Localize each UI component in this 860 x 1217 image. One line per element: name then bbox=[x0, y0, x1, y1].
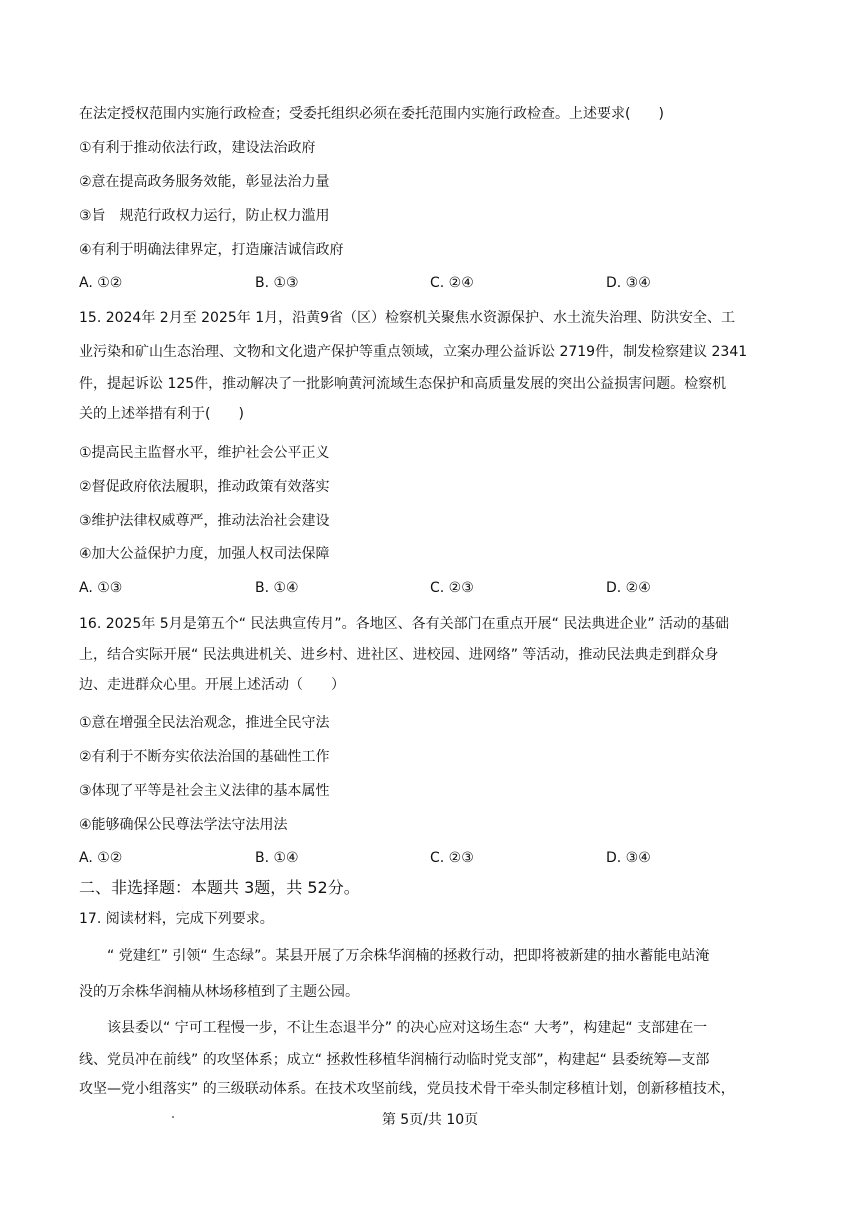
q15-item-1: ①提高民主监督水平，维护社会公平正义 bbox=[79, 445, 330, 461]
q17-stem: 17. 阅读材料，完成下列要求。 bbox=[79, 911, 274, 927]
q14-option-a: A. ①② bbox=[79, 275, 123, 291]
q15-option-c: C. ②③ bbox=[430, 580, 474, 596]
q14-item-2: ②意在提高政务服务效能，彰显法治力量 bbox=[79, 174, 330, 190]
q17-para2-line-2: 线、党员冲在前线” 的攻坚体系；成立“ 拯救性移植华润楠行动临时党支部”，构建起“ 县委统筹—支部 bbox=[79, 1052, 710, 1068]
q15-stem-line-1: 15. 2024年 2月至 2025年 1月，沿黄9省（区）检察机关聚焦水资源保护、水土流失治理、防洪安全、工 bbox=[79, 310, 736, 326]
q14-options bbox=[79, 273, 779, 293]
q16-item-2: ②有利于不断夯实依法治国的基础性工作 bbox=[79, 749, 330, 765]
q17-para2-line-3: 攻坚—党小组落实” 的三级联动体系。在技术攻坚前线，党员技术骨干牵头制定移植计划，创新移植技术， bbox=[79, 1081, 735, 1097]
q16-stem-line-3: 边、走进群众心里。开展上述活动（ ） bbox=[79, 677, 345, 693]
q14-stem-tail: 在法定授权范围内实施行政检查；受委托组织必须在委托范围内实施行政检查。上述要求( ) bbox=[79, 106, 664, 122]
q15-item-3: ③维护法律权威尊严，推动法治社会建设 bbox=[79, 513, 330, 529]
q16-stem-line-2: 上，结合实际开展“ 民法典进机关、进乡村、进社区、进校园、进网络” 等活动，推动民法典走到群众身 bbox=[79, 647, 719, 663]
q14-item-1: ①有利于推动依法行政，建设法治政府 bbox=[79, 140, 316, 156]
q14-option-b: B. ①③ bbox=[255, 275, 299, 291]
q15-stem-line-4: 关的上述举措有利于( ) bbox=[79, 406, 244, 422]
q14-option-c: C. ②④ bbox=[430, 275, 474, 291]
q16-option-a: A. ①② bbox=[79, 850, 123, 866]
q16-option-c: C. ②③ bbox=[430, 850, 474, 866]
page-footer: 第 5页/共 10页 bbox=[381, 1112, 479, 1128]
q16-item-1: ①意在增强全民法治观念，推进全民守法 bbox=[79, 715, 330, 731]
q15-options bbox=[79, 578, 779, 598]
q14-option-d: D. ③④ bbox=[606, 275, 651, 291]
q16-item-3: ③体现了平等是社会主义法律的基本属性 bbox=[79, 783, 330, 799]
q15-stem-line-3: 件，提起诉讼 125件，推动解决了一批影响黄河流域生态保护和高质量发展的突出公益损害问题。检察机 bbox=[79, 376, 727, 392]
q15-option-a: A. ①③ bbox=[79, 580, 123, 596]
q15-item-4: ④加大公益保护力度，加强人权司法保障 bbox=[79, 546, 330, 562]
q16-stem-line-1: 16. 2025年 5月是第五个“ 民法典宣传月”。各地区、各有关部门在重点开展“ 民法典进企业” 活动的基础 bbox=[79, 616, 730, 632]
q16-item-4: ④能够确保公民尊法学法守法用法 bbox=[79, 817, 288, 833]
section-heading: 二、非选择题：本题共 3题，共 52分。 bbox=[79, 878, 360, 897]
q17-para2-line-1: 该县委以“ 宁可工程慢一步，不让生态退半分” 的决心应对这场生态“ 大考”，构建起“ 支部建在一 bbox=[107, 1020, 708, 1036]
q15-option-d: D. ②④ bbox=[606, 580, 651, 596]
q16-options bbox=[79, 848, 779, 868]
q16-option-d: D. ③④ bbox=[606, 850, 651, 866]
q17-para1-line-1: “ 党建红” 引领“ 生态绿”。某县开展了万余株华润楠的拯救行动，把即将被新建的抽水蓄能电站淹 bbox=[107, 948, 710, 964]
q15-stem-line-2: 业污染和矿山生态治理、文物和文化遗产保护等重点领域，立案办理公益诉讼 2719件，制发检察建议 2341 bbox=[79, 344, 748, 360]
q17-para1-line-2: 没的万余株华润楠从林场移植到了主题公园。 bbox=[79, 984, 359, 1000]
q15-item-2: ②督促政府依法履职，推动政策有效落实 bbox=[79, 479, 330, 495]
q16-option-b: B. ①④ bbox=[255, 850, 299, 866]
q15-option-b: B. ①④ bbox=[255, 580, 299, 596]
q14-item-4: ④有利于明确法律界定，打造廉洁诚信政府 bbox=[79, 242, 344, 258]
q14-item-3: ③旨 规范行政权力运行，防止权力滥用 bbox=[79, 208, 330, 224]
